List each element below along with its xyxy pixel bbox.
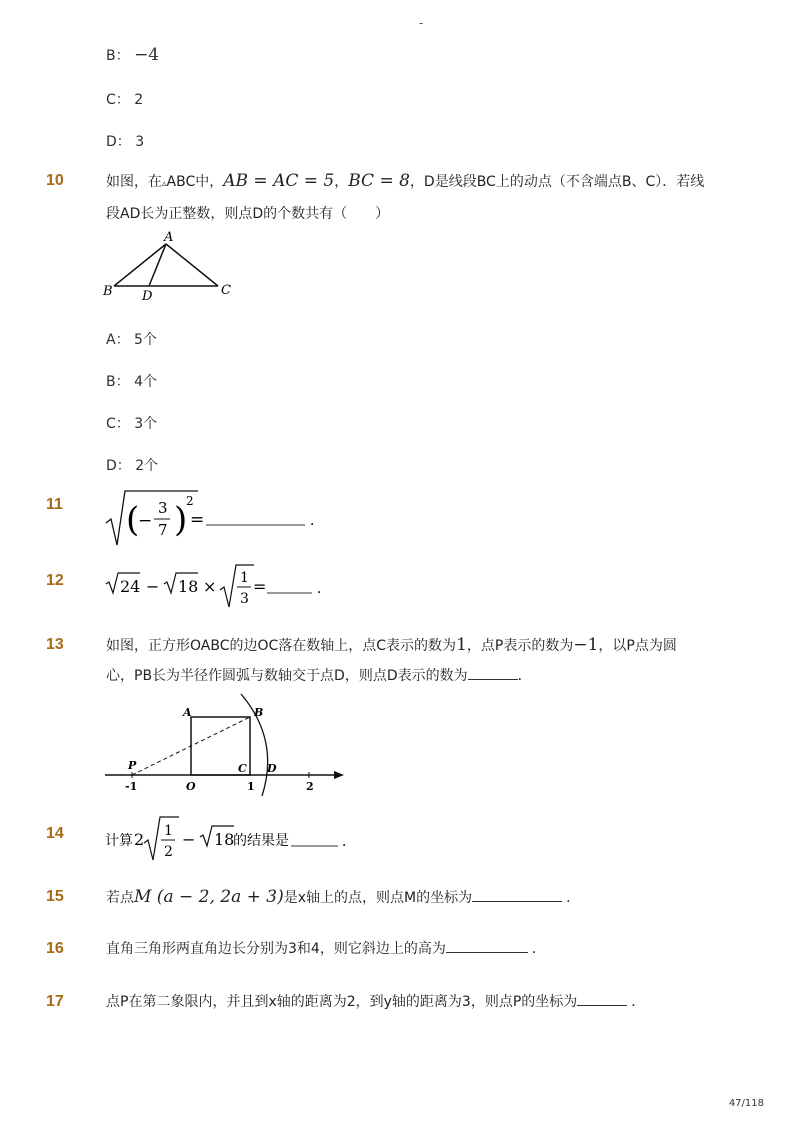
option-value: 2: [134, 92, 144, 108]
equals-sign: =: [190, 510, 205, 530]
radicand-24: 24: [120, 577, 141, 596]
answer-blank: [577, 991, 627, 1006]
question-number-13: 13: [46, 636, 64, 653]
q11-expression: [102, 485, 332, 551]
left-paren: (: [126, 500, 140, 540]
q16-text: 直角三角形两直角边长分别为3和4，则它斜边上的高为: [106, 941, 446, 957]
q15-math-point: M (a − 2, 2a + 3): [134, 887, 284, 907]
q13-line2: [106, 661, 726, 691]
tick-label-2: 2: [306, 780, 314, 793]
fraction-denominator: 3: [240, 591, 249, 607]
question-number-10: 10: [46, 172, 64, 189]
option-key: B：: [106, 374, 130, 390]
radicand-18: 18: [214, 830, 235, 849]
question-16-text: [106, 934, 726, 964]
q10-text-b: ABC中，: [166, 174, 224, 190]
q14-prefix: 计算: [105, 833, 133, 849]
q13-text-a: 如图，正方形OABC的边OC落在数轴上，点C表示的数为: [106, 638, 457, 654]
q15-prefix: 若点: [106, 890, 134, 906]
option-value: 3: [135, 134, 145, 150]
q13-numberline-figure: [100, 692, 350, 800]
q10-line2: 段AD长为正整数，则点D的个数共有（ ）: [106, 206, 390, 222]
end-period: ．: [317, 581, 331, 597]
question-10-text: [106, 166, 726, 229]
question-13-text: [106, 630, 726, 691]
q13-math-one: 1: [456, 635, 467, 655]
tick-label-1: 1: [247, 780, 255, 793]
question-number-17: 17: [46, 993, 64, 1010]
answer-blank: [446, 938, 528, 953]
question-number-11: 11: [46, 496, 63, 513]
q10-option-b: [106, 371, 157, 391]
q10-option-d: [106, 455, 158, 475]
option-key: D：: [106, 458, 131, 474]
q10-option-a: [106, 329, 157, 349]
radical-fraction: [144, 817, 179, 860]
label-d: D: [267, 762, 277, 775]
coefficient: 2: [134, 830, 145, 849]
option-key: C：: [106, 92, 130, 108]
option-key: B：: [106, 48, 130, 64]
label-d: D: [142, 289, 153, 304]
end-period: ．: [517, 668, 532, 684]
question-17-text: [106, 987, 726, 1017]
option-key: A：: [106, 332, 130, 348]
q10-text-a: 如图，在: [106, 174, 162, 190]
option-value: 5个: [134, 332, 157, 348]
fraction-numerator: 3: [158, 499, 168, 517]
minus-sign: −: [146, 577, 160, 596]
label-c: C: [238, 762, 247, 775]
q9-option-b: [106, 45, 159, 65]
q9-option-c: [106, 89, 143, 109]
end-period: ．: [531, 941, 546, 957]
q15-suffix: 是x轴上的点，则点M的坐标为: [283, 890, 473, 906]
question-15-text: [106, 882, 726, 913]
equals-sign: =: [253, 577, 267, 596]
right-paren: ): [174, 500, 188, 540]
end-period: ．: [631, 994, 646, 1010]
fraction-denominator: 2: [164, 844, 173, 860]
page-header-mark: -: [419, 16, 424, 30]
q9-option-d: [106, 131, 144, 151]
q13-text-c: ，以P点为圆: [598, 638, 677, 654]
option-value: 2个: [135, 458, 159, 474]
q10-comma: ，: [334, 174, 349, 190]
label-a: A: [164, 230, 174, 245]
q14-suffix: 的结果是: [233, 833, 289, 849]
q13-line1: [106, 630, 726, 661]
minus-sign: −: [138, 511, 153, 531]
question-number-16: 16: [46, 940, 64, 957]
triangle-symbol: ▵: [162, 179, 167, 189]
option-value: 4个: [134, 374, 157, 390]
option-value: 3个: [134, 416, 158, 432]
label-a: A: [183, 706, 192, 719]
q10-triangle-figure: [100, 226, 240, 304]
fraction-numerator: 1: [164, 823, 173, 839]
page-number: 47/118: [728, 1098, 764, 1109]
q10-option-c: [106, 413, 157, 433]
option-value: −4: [134, 45, 160, 65]
q10-line1: [106, 166, 726, 199]
fraction-denominator: 7: [158, 521, 168, 539]
q17-text: 点P在第二象限内，并且到x轴的距离为2，到y轴的距离为3，则点P的坐标为: [106, 994, 578, 1010]
label-c: C: [221, 283, 231, 298]
option-key: D：: [106, 134, 131, 150]
answer-blank: [468, 665, 518, 680]
question-number-15: 15: [46, 888, 64, 905]
label-b: B: [254, 706, 264, 719]
label-b: B: [103, 284, 113, 299]
q10-text-c: ，D是线段BC上的动点（不含端点B、C）．若线: [409, 174, 705, 190]
segment-ac: [166, 244, 218, 286]
end-period: ．: [310, 513, 324, 529]
q10-math-bc: BC = 8: [348, 171, 410, 191]
end-period: ．: [566, 890, 581, 906]
axis-arrow: [334, 771, 344, 779]
label-p: P: [128, 759, 137, 772]
q14-expression: [102, 813, 362, 865]
tick-label-neg1: -1: [125, 780, 138, 793]
exponent: 2: [186, 494, 194, 508]
q12-expression: [102, 562, 332, 612]
question-number-14: 14: [46, 825, 64, 842]
end-period: ．: [342, 834, 356, 850]
times-sign: ×: [203, 577, 217, 596]
question-number-12: 12: [46, 572, 64, 589]
fraction-numerator: 1: [240, 570, 249, 586]
label-o: O: [186, 780, 196, 793]
q13-text-b: ，点P表示的数为: [466, 638, 574, 654]
q10-math-ab-ac: AB = AC = 5: [223, 171, 335, 191]
minus-sign: −: [182, 830, 196, 849]
option-key: C：: [106, 416, 130, 432]
q13-math-neg-one: −1: [573, 635, 599, 655]
answer-blank: [472, 887, 562, 902]
radicand-18: 18: [178, 577, 199, 596]
q13-text-line2: 心，PB长为半径作圆弧与数轴交于点D，则点D表示的数为: [106, 668, 468, 684]
